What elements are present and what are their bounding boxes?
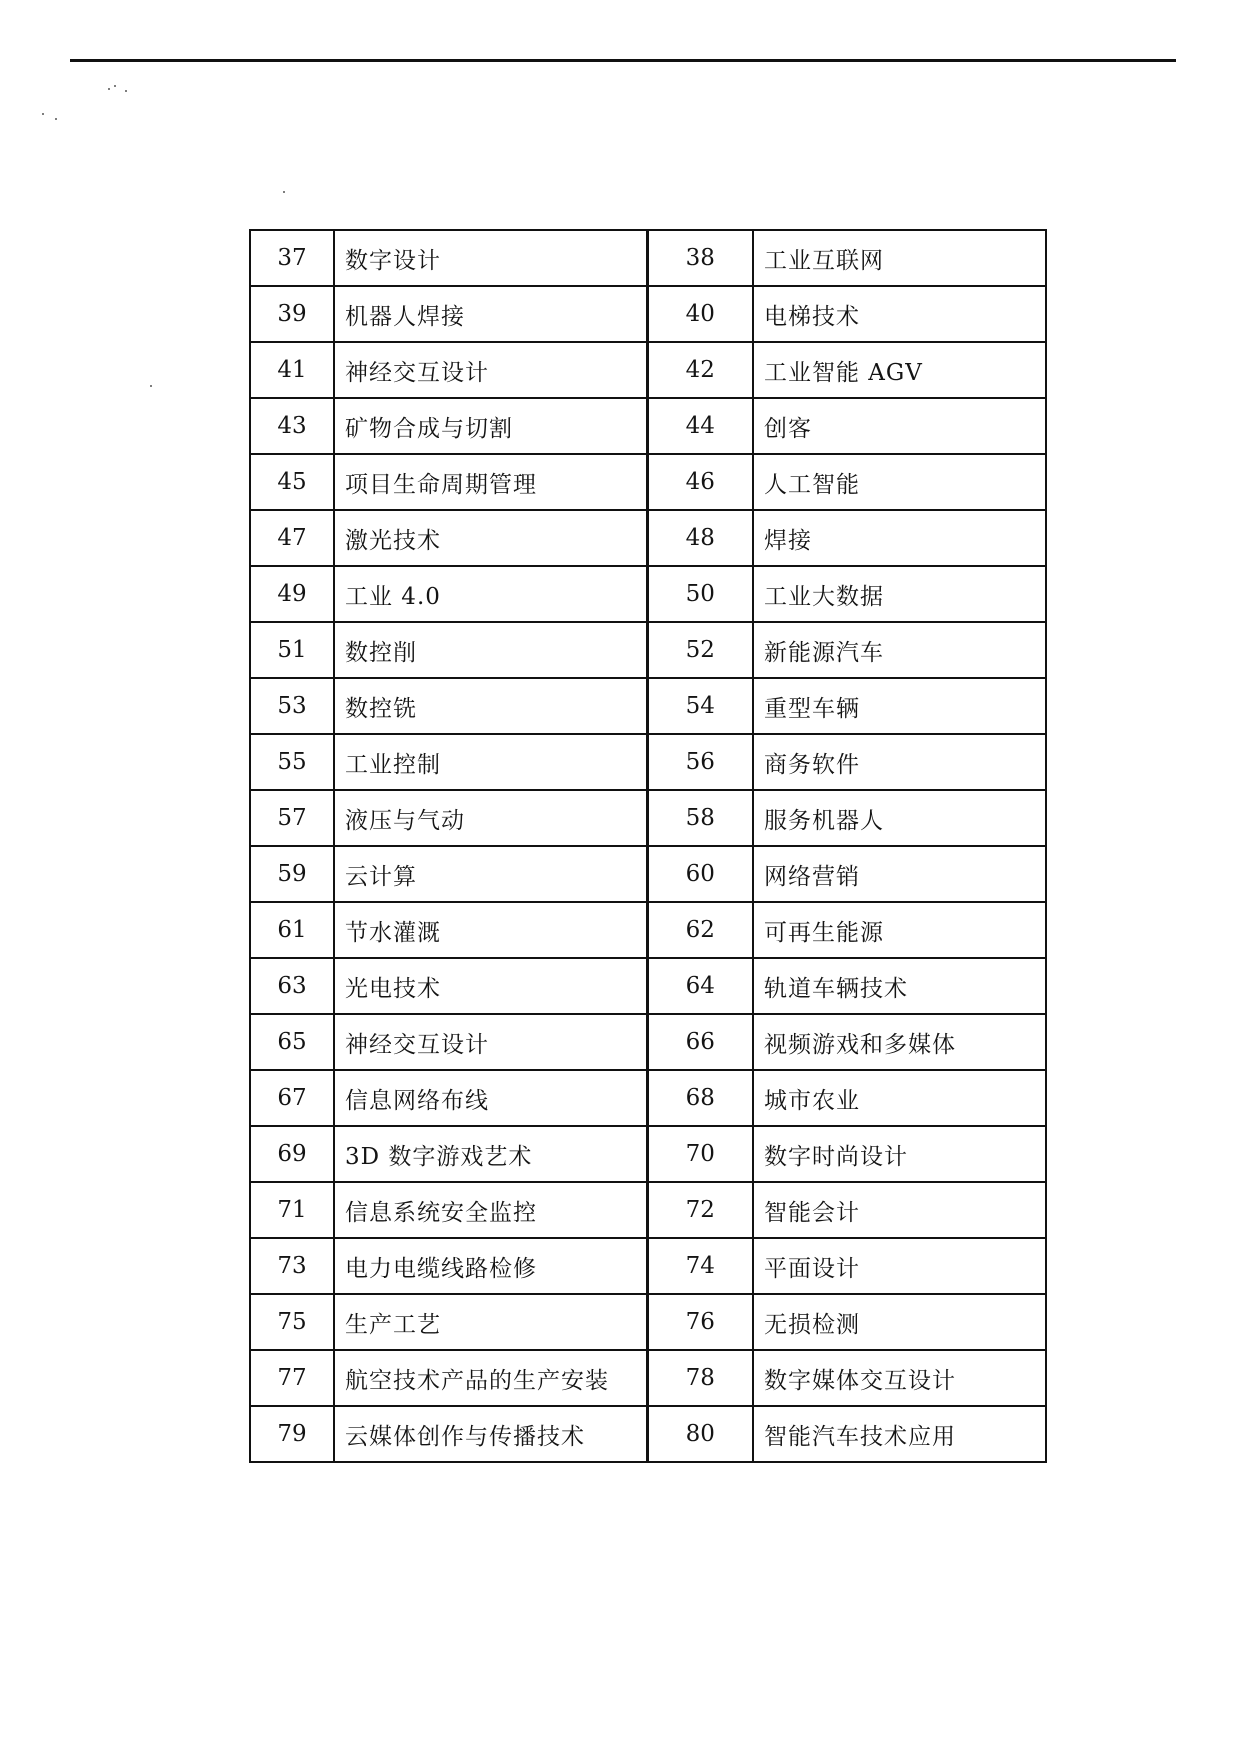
table-row: [250, 1070, 1046, 1126]
right-number-cell: 42: [647, 342, 753, 398]
table-row: [250, 398, 1046, 454]
table-row: [250, 622, 1046, 678]
table-row: [250, 566, 1046, 622]
right-name-cell: 新能源汽车: [753, 622, 1046, 678]
left-number-cell: 49: [250, 566, 334, 622]
left-name-cell: 神经交互设计: [334, 342, 647, 398]
left-number-cell: 47: [250, 510, 334, 566]
left-number-cell: 37: [250, 230, 334, 286]
right-name-cell: 焊接: [753, 510, 1046, 566]
left-number-cell: 63: [250, 958, 334, 1014]
right-name-cell: 网络营销: [753, 846, 1046, 902]
left-name-cell: 液压与气动: [334, 790, 647, 846]
left-number-cell: 61: [250, 902, 334, 958]
left-name-cell: 工业 4.0: [334, 566, 647, 622]
left-name-cell: 信息网络布线: [334, 1070, 647, 1126]
left-name-cell: 云计算: [334, 846, 647, 902]
right-name-cell: 重型车辆: [753, 678, 1046, 734]
left-number-cell: 43: [250, 398, 334, 454]
right-number-cell: 66: [647, 1014, 753, 1070]
left-number-cell: 69: [250, 1126, 334, 1182]
right-name-cell: 人工智能: [753, 454, 1046, 510]
right-number-cell: 58: [647, 790, 753, 846]
table-row: [250, 342, 1046, 398]
scan-speck: [283, 191, 285, 193]
right-number-cell: 48: [647, 510, 753, 566]
right-number-cell: 54: [647, 678, 753, 734]
table-row: [250, 230, 1046, 286]
table-row: [250, 1182, 1046, 1238]
right-name-cell: 城市农业: [753, 1070, 1046, 1126]
left-number-cell: 77: [250, 1350, 334, 1406]
table-row: [250, 790, 1046, 846]
left-number-cell: 55: [250, 734, 334, 790]
left-number-cell: 65: [250, 1014, 334, 1070]
right-name-cell: 智能汽车技术应用: [753, 1406, 1046, 1462]
right-number-cell: 78: [647, 1350, 753, 1406]
right-name-cell: 轨道车辆技术: [753, 958, 1046, 1014]
right-number-cell: 76: [647, 1294, 753, 1350]
right-name-cell: 可再生能源: [753, 902, 1046, 958]
left-number-cell: 51: [250, 622, 334, 678]
left-number-cell: 59: [250, 846, 334, 902]
right-number-cell: 60: [647, 846, 753, 902]
left-number-cell: 73: [250, 1238, 334, 1294]
right-number-cell: 50: [647, 566, 753, 622]
right-number-cell: 68: [647, 1070, 753, 1126]
left-name-cell: 数字设计: [334, 230, 647, 286]
left-number-cell: 67: [250, 1070, 334, 1126]
left-name-cell: 数控削: [334, 622, 647, 678]
scan-speck: [42, 113, 44, 115]
right-number-cell: 44: [647, 398, 753, 454]
right-name-cell: 无损检测: [753, 1294, 1046, 1350]
left-name-cell: 数控铣: [334, 678, 647, 734]
left-number-cell: 75: [250, 1294, 334, 1350]
right-name-cell: 创客: [753, 398, 1046, 454]
table-row: [250, 734, 1046, 790]
right-name-cell: 视频游戏和多媒体: [753, 1014, 1046, 1070]
left-name-cell: 信息系统安全监控: [334, 1182, 647, 1238]
right-name-cell: 数字媒体交互设计: [753, 1350, 1046, 1406]
page-top-rule: [70, 59, 1176, 62]
left-number-cell: 53: [250, 678, 334, 734]
scan-speck: [125, 90, 127, 92]
left-name-cell: 电力电缆线路检修: [334, 1238, 647, 1294]
right-number-cell: 74: [647, 1238, 753, 1294]
table-row: [250, 1350, 1046, 1406]
scan-speck: [55, 118, 57, 120]
right-number-cell: 80: [647, 1406, 753, 1462]
table-row: [250, 958, 1046, 1014]
right-number-cell: 46: [647, 454, 753, 510]
table-row: [250, 454, 1046, 510]
right-name-cell: 工业大数据: [753, 566, 1046, 622]
right-number-cell: 40: [647, 286, 753, 342]
left-name-cell: 云媒体创作与传播技术: [334, 1406, 647, 1462]
left-name-cell: 激光技术: [334, 510, 647, 566]
scan-speck: [150, 385, 152, 387]
right-name-cell: 智能会计: [753, 1182, 1046, 1238]
table-row: [250, 510, 1046, 566]
right-number-cell: 38: [647, 230, 753, 286]
right-name-cell: 电梯技术: [753, 286, 1046, 342]
left-number-cell: 71: [250, 1182, 334, 1238]
left-number-cell: 79: [250, 1406, 334, 1462]
left-number-cell: 39: [250, 286, 334, 342]
right-name-cell: 平面设计: [753, 1238, 1046, 1294]
left-name-cell: 生产工艺: [334, 1294, 647, 1350]
scan-speck: [108, 88, 110, 90]
left-name-cell: 节水灌溉: [334, 902, 647, 958]
left-number-cell: 57: [250, 790, 334, 846]
program-list-table: [249, 229, 1047, 1463]
table-row: [250, 678, 1046, 734]
left-name-cell: 光电技术: [334, 958, 647, 1014]
table-row: [250, 846, 1046, 902]
left-name-cell: 机器人焊接: [334, 286, 647, 342]
right-name-cell: 服务机器人: [753, 790, 1046, 846]
left-name-cell: 航空技术产品的生产安装: [334, 1350, 647, 1406]
right-number-cell: 64: [647, 958, 753, 1014]
left-name-cell: 矿物合成与切割: [334, 398, 647, 454]
table-row: [250, 1294, 1046, 1350]
right-name-cell: 商务软件: [753, 734, 1046, 790]
right-number-cell: 70: [647, 1126, 753, 1182]
table-row: [250, 1406, 1046, 1462]
right-name-cell: 数字时尚设计: [753, 1126, 1046, 1182]
table-row: [250, 1014, 1046, 1070]
right-name-cell: 工业互联网: [753, 230, 1046, 286]
left-number-cell: 41: [250, 342, 334, 398]
left-name-cell: 项目生命周期管理: [334, 454, 647, 510]
right-number-cell: 72: [647, 1182, 753, 1238]
left-name-cell: 工业控制: [334, 734, 647, 790]
right-number-cell: 52: [647, 622, 753, 678]
table-row: [250, 286, 1046, 342]
left-name-cell: 3D 数字游戏艺术: [334, 1126, 647, 1182]
left-number-cell: 45: [250, 454, 334, 510]
table-row: [250, 1238, 1046, 1294]
right-number-cell: 56: [647, 734, 753, 790]
left-name-cell: 神经交互设计: [334, 1014, 647, 1070]
scan-speck: [114, 85, 116, 87]
right-name-cell: 工业智能 AGV: [753, 342, 1046, 398]
table-row: [250, 902, 1046, 958]
table-row: [250, 1126, 1046, 1182]
program-list-body: [250, 230, 1046, 1462]
right-number-cell: 62: [647, 902, 753, 958]
